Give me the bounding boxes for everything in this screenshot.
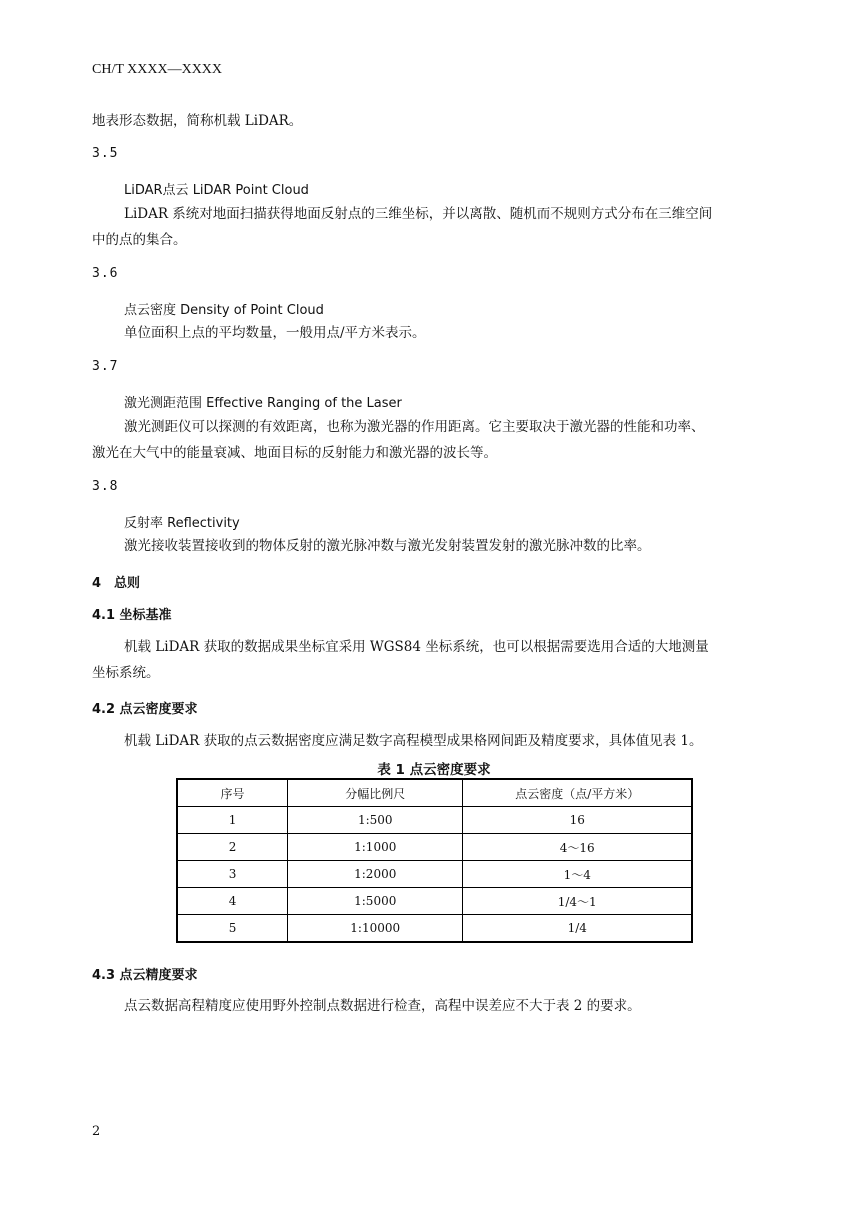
- clause-number-3-5: 3.5: [92, 146, 119, 161]
- term-laser-ranging: 激光测距范围 Effective Ranging of the Laser: [124, 396, 402, 411]
- table-row: [177, 807, 692, 834]
- table-cell: 16: [463, 807, 692, 834]
- table-cell: 1～4: [463, 861, 692, 888]
- table-cell: 1: [177, 807, 288, 834]
- point-density-table: [176, 778, 693, 943]
- table-cell: 3: [177, 861, 288, 888]
- table-cell: 1:500: [288, 807, 463, 834]
- table-cell: 5: [177, 915, 288, 943]
- table-cell: 2: [177, 834, 288, 861]
- definition-line: 单位面积上点的平均数量，一般用点/平方米表示。: [124, 325, 426, 341]
- table-cell: 1/4: [463, 915, 692, 943]
- term-reflectivity: 反射率 Reflectivity: [124, 516, 240, 531]
- section-heading-4-1: 4.1 坐标基准: [92, 608, 172, 623]
- column-header-density: 点云密度（点/平方米）: [463, 779, 692, 807]
- table-cell: 1/4～1: [463, 888, 692, 915]
- definition-line: 激光测距仪可以探测的有效距离，也称为激光器的作用距离。它主要取决于激光器的性能和功率、: [124, 419, 705, 435]
- section-heading-4: 4 总则: [92, 576, 141, 591]
- table-cell: 1:10000: [288, 915, 463, 943]
- paragraph-line: 机载 LiDAR 获取的点云数据密度应满足数字高程模型成果格网间距及精度要求，具体值见表 1。: [124, 733, 703, 749]
- paragraph-line: 坐标系统。: [92, 665, 160, 681]
- table-cell: 1:5000: [288, 888, 463, 915]
- paragraph-line: 点云数据高程精度应使用野外控制点数据进行检查，高程中误差应不大于表 2 的要求。: [124, 998, 641, 1014]
- intro-text: 地表形态数据，简称机载 LiDAR。: [92, 113, 303, 129]
- table-cell: 4～16: [463, 834, 692, 861]
- document-code: CH/T XXXX—XXXX: [92, 62, 223, 77]
- section-heading-4-3: 4.3 点云精度要求: [92, 968, 198, 983]
- column-header-index: 序号: [177, 779, 288, 807]
- paragraph-line: 机载 LiDAR 获取的数据成果坐标宜采用 WGS84 坐标系统，也可以根据需要选用合适的大地测量: [124, 639, 709, 655]
- table-cell: 1:1000: [288, 834, 463, 861]
- table-row: [177, 861, 692, 888]
- table-row: [177, 915, 692, 943]
- term-point-density: 点云密度 Density of Point Cloud: [124, 303, 324, 318]
- section-heading-4-2: 4.2 点云密度要求: [92, 702, 198, 717]
- definition-line: 激光在大气中的能量衰减、地面目标的反射能力和激光器的波长等。: [92, 445, 497, 461]
- table-header-row: [177, 779, 692, 807]
- table-cell: 1:2000: [288, 861, 463, 888]
- table-row: [177, 834, 692, 861]
- clause-number-3-6: 3.6: [92, 266, 119, 281]
- column-header-scale: 分幅比例尺: [288, 779, 463, 807]
- page-number: 2: [92, 1124, 101, 1139]
- clause-number-3-8: 3.8: [92, 479, 119, 494]
- table-caption: 表 1 点云密度要求: [377, 762, 491, 778]
- table-row: [177, 888, 692, 915]
- definition-line: 激光接收装置接收到的物体反射的激光脉冲数与激光发射装置发射的激光脉冲数的比率。: [124, 538, 651, 554]
- table-cell: 4: [177, 888, 288, 915]
- definition-line: LiDAR 系统对地面扫描获得地面反射点的三维坐标，并以离散、随机而不规则方式分布在三维空间: [124, 206, 713, 222]
- term-lidar-point-cloud: LiDAR点云 LiDAR Point Cloud: [124, 183, 309, 198]
- definition-line: 中的点的集合。: [92, 232, 187, 248]
- clause-number-3-7: 3.7: [92, 359, 119, 374]
